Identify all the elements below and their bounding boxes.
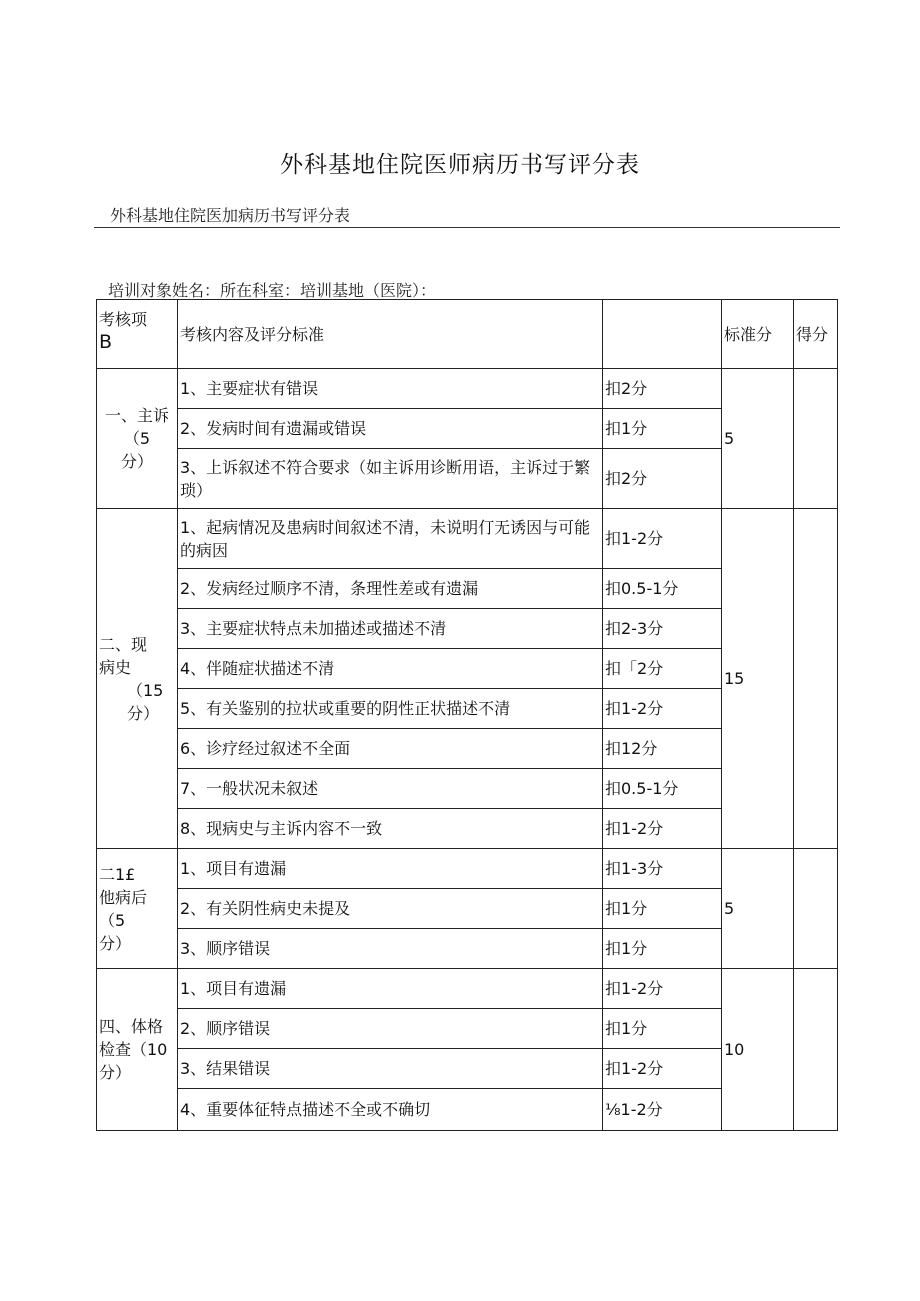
standard-score-cell: 5 (722, 849, 794, 969)
criterion-description: 2、有关阴性病史未提及 (178, 889, 603, 929)
deduction-value: 扣「2分 (603, 649, 722, 689)
section-label-line: 分） (99, 1063, 132, 1082)
criterion-description: 1、项目有遗漏 (178, 849, 603, 889)
deduction-value: ⅛1-2分 (603, 1089, 722, 1131)
standard-score-cell: 5 (722, 369, 794, 509)
section-label-line: （15分） (127, 680, 164, 723)
header-item-suffix: B (99, 331, 113, 353)
score-input-cell[interactable] (794, 849, 838, 969)
header-score-cell: 得分 (794, 300, 838, 369)
section-label-line: （5 (123, 429, 151, 448)
table-row (97, 509, 838, 569)
deduction-value: 扣2分 (603, 449, 722, 509)
page-title: 外科基地住院医师病历书写评分表 (280, 152, 640, 178)
section-label-cell (97, 369, 178, 509)
deduction-value: 扣2分 (603, 369, 722, 409)
deduction-value: 扣0.5-1分 (603, 769, 722, 809)
score-input-cell[interactable] (794, 509, 838, 849)
criterion-description: 3、结果错误 (178, 1049, 603, 1089)
section-label-line: 四、体格 (99, 1017, 164, 1036)
deduction-value: 扣1分 (603, 1009, 722, 1049)
criterion-description: 1、主要症状有错误 (178, 369, 603, 409)
deduction-value: 扣12分 (603, 729, 722, 769)
section-label-line: 他病后 (99, 887, 148, 907)
trainee-info-line: 培训对象姓名：所在科室：培训基地（医院）： (108, 281, 437, 300)
score-input-cell[interactable] (794, 369, 838, 509)
deduction-value: 扣1-2分 (603, 509, 722, 569)
criterion-description: 3、上诉叙述不符合要求（如主诉用诊断用语，主诉过于繁琐） (178, 449, 603, 509)
criterion-description: 6、诊疗经过叙述不全面 (178, 729, 603, 769)
table-row (97, 849, 838, 889)
deduction-value: 扣1-2分 (603, 689, 722, 729)
table-row (97, 969, 838, 1009)
header-empty-cell (603, 300, 722, 369)
criterion-description: 1、项目有遗漏 (178, 969, 603, 1009)
section-label-line: 病史 (99, 657, 132, 677)
criterion-description: 4、重要体征特点描述不全或不确切 (178, 1089, 603, 1131)
criterion-description: 2、发病时间有遗漏或错误 (178, 409, 603, 449)
section-label-line: 分） (120, 452, 153, 471)
deduction-value: 扣1分 (603, 409, 722, 449)
score-input-cell[interactable] (794, 969, 838, 1131)
deduction-value: 扣1分 (603, 889, 722, 929)
deduction-value: 扣1-3分 (603, 849, 722, 889)
section-label-line: 二、现 (99, 634, 148, 654)
table-header-row (97, 300, 838, 369)
criterion-description: 3、顺序错误 (178, 929, 603, 969)
section-label-cell (97, 509, 178, 849)
section-label-line: （5 (99, 910, 126, 930)
header-divider (94, 227, 840, 228)
criterion-description: 8、现病史与主诉内容不一致 (178, 809, 603, 849)
deduction-value: 扣1分 (603, 929, 722, 969)
header-standard-cell: 标准分 (722, 300, 794, 369)
deduction-value: 扣2-3分 (603, 609, 722, 649)
page-subtitle: 外科基地住院医加病历书写评分表 (110, 206, 351, 225)
section-label-line: 分） (99, 933, 132, 953)
header-item-label: 考核项 (99, 310, 148, 329)
header-item-cell (97, 300, 178, 369)
score-table (96, 299, 838, 1131)
section-label-line: 检查（10 (99, 1040, 168, 1059)
criterion-description: 3、主要症状特点未加描述或描述不清 (178, 609, 603, 649)
section-label-cell (97, 969, 178, 1131)
criterion-description: 2、发病经过顺序不清，条理性差或有遗漏 (178, 569, 603, 609)
deduction-value: 扣1-2分 (603, 809, 722, 849)
deduction-value: 扣0.5-1分 (603, 569, 722, 609)
deduction-value: 扣1-2分 (603, 1049, 722, 1089)
criterion-description: 2、顺序错误 (178, 1009, 603, 1049)
criterion-description: 5、有关鉴别的拉状或重要的阴性正状描述不清 (178, 689, 603, 729)
standard-score-cell: 10 (722, 969, 794, 1131)
table-row (97, 369, 838, 409)
section-label-line: 一、主诉 (104, 406, 169, 425)
header-content-cell: 考核内容及评分标准 (178, 300, 603, 369)
deduction-value: 扣1-2分 (603, 969, 722, 1009)
standard-score-cell: 15 (722, 509, 794, 849)
criterion-description: 7、一般状况未叙述 (178, 769, 603, 809)
criterion-description: 1、起病情况及患病时间叙述不清，未说明仃无诱因与可能的病因 (178, 509, 603, 569)
section-label-line: 二1£ (99, 864, 136, 884)
criterion-description: 4、伴随症状描述不清 (178, 649, 603, 689)
section-label-cell (97, 849, 178, 969)
